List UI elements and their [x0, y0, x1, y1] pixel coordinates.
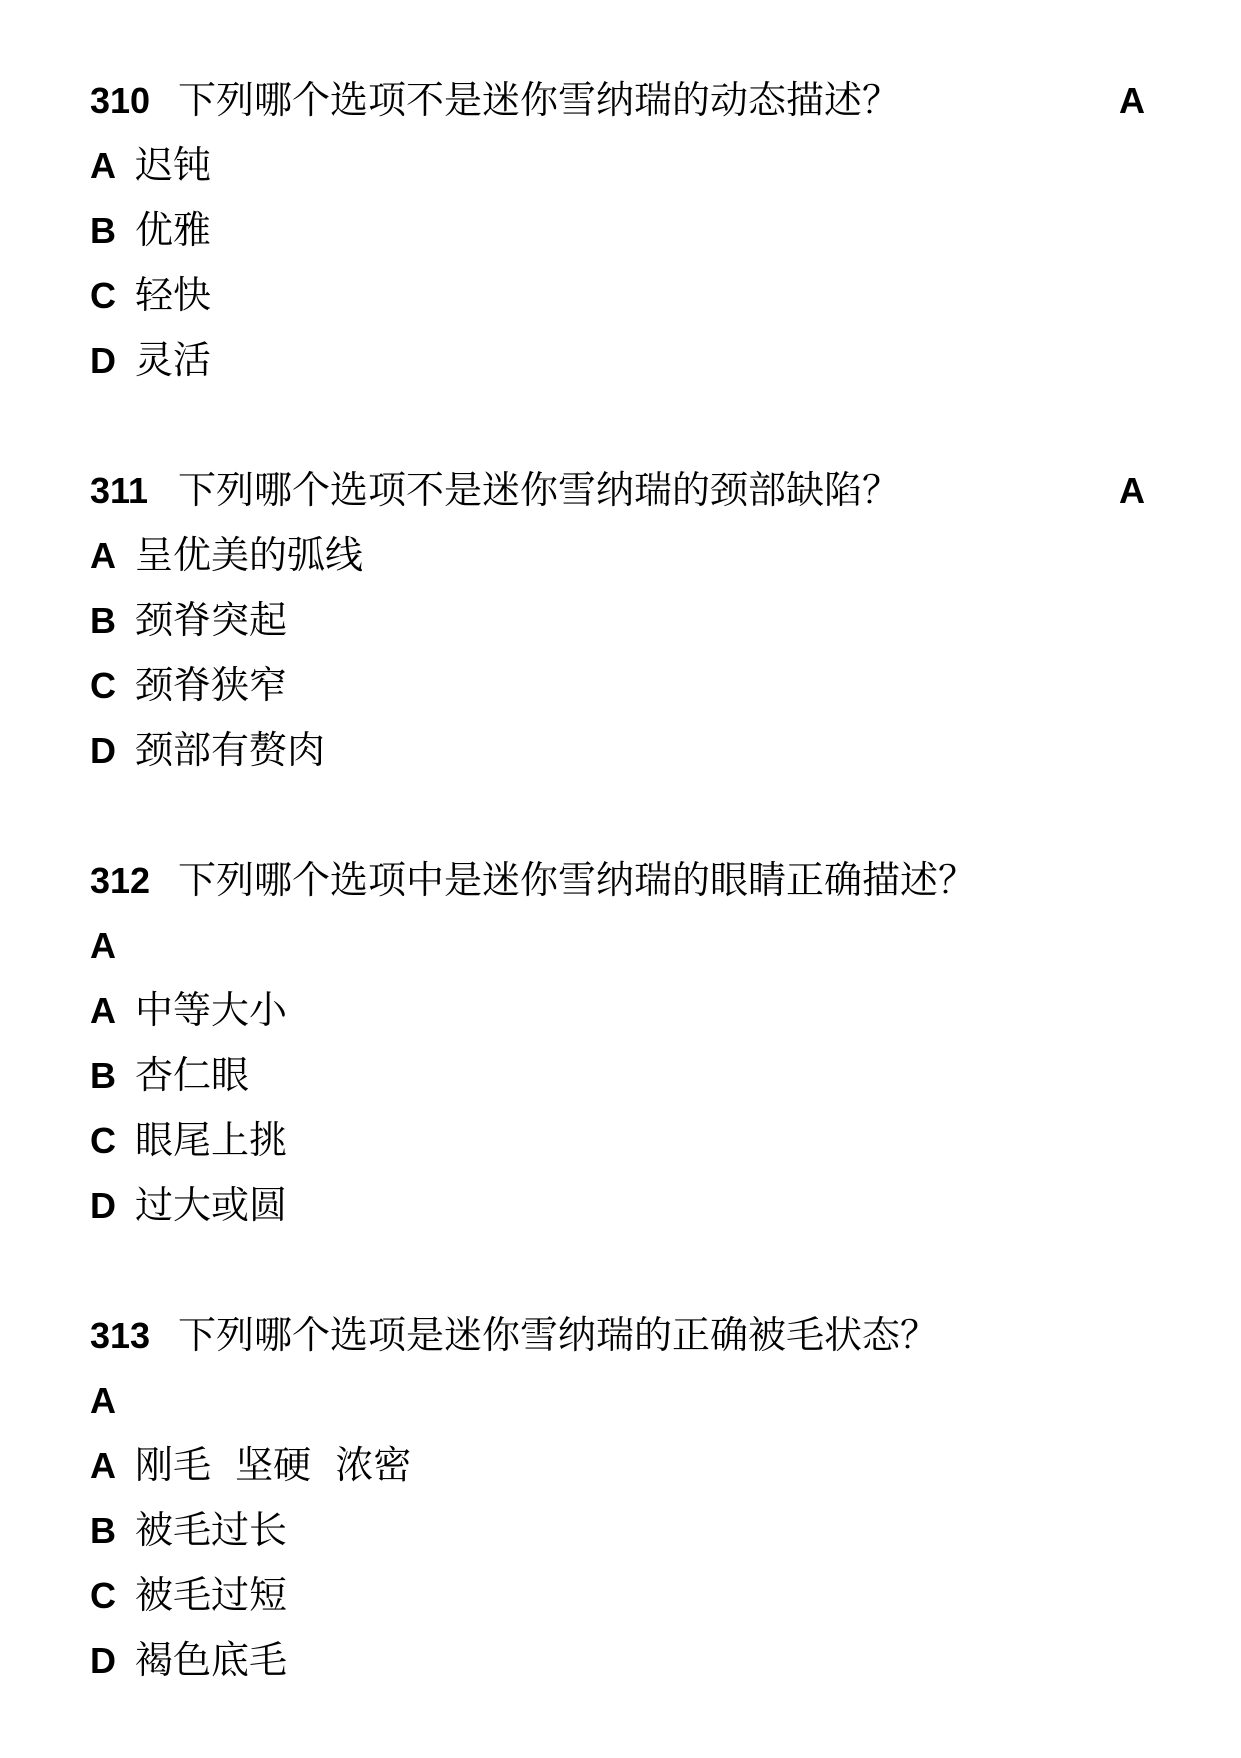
option-text: 刚毛 坚硬 浓密	[135, 1443, 412, 1487]
option-letter: B	[90, 1510, 116, 1551]
option-letter: D	[90, 730, 116, 771]
quiz-page	[90, 68, 1150, 1758]
option-letter: A	[90, 1445, 116, 1486]
option-d	[90, 1628, 1150, 1693]
option-b	[90, 1043, 1150, 1108]
answer-line	[90, 913, 1150, 978]
option-c	[90, 653, 1150, 718]
option-letter: C	[90, 665, 116, 706]
option-letter: B	[90, 1055, 116, 1096]
question-number: 310	[90, 80, 151, 121]
option-letter: D	[90, 1185, 116, 1226]
option-letter: A	[90, 990, 116, 1031]
option-b	[90, 198, 1150, 263]
option-text: 被毛过短	[135, 1573, 288, 1617]
option-letter: C	[90, 275, 116, 316]
option-c	[90, 1108, 1150, 1173]
option-b	[90, 588, 1150, 653]
answer-key: A	[1119, 470, 1145, 511]
question-line	[90, 458, 1150, 523]
option-letter: C	[90, 1575, 116, 1616]
option-text: 迟钝	[135, 143, 212, 187]
question-text: 下列哪个选项不是迷你雪纳瑞的动态描述？	[178, 78, 901, 122]
option-letter: D	[90, 340, 116, 381]
option-letter: B	[90, 210, 116, 251]
option-letter: C	[90, 1120, 116, 1161]
answer-key: A	[90, 1380, 116, 1421]
option-a	[90, 133, 1150, 198]
question-310	[90, 68, 1150, 393]
question-line	[90, 68, 1150, 133]
option-text: 呈优美的弧线	[135, 533, 364, 577]
option-a	[90, 523, 1150, 588]
question-number: 312	[90, 860, 151, 901]
question-text: 下列哪个选项不是迷你雪纳瑞的颈部缺陷？	[178, 468, 901, 512]
option-d	[90, 718, 1150, 783]
question-text: 下列哪个选项是迷你雪纳瑞的正确被毛状态？	[178, 1313, 939, 1357]
question-text: 下列哪个选项中是迷你雪纳瑞的眼睛正确描述？	[178, 858, 977, 902]
option-text: 眼尾上挑	[135, 1118, 288, 1162]
question-number: 313	[90, 1315, 151, 1356]
option-letter: B	[90, 600, 116, 641]
option-d	[90, 328, 1150, 393]
option-b	[90, 1498, 1150, 1563]
question-number: 311	[90, 470, 149, 511]
answer-key: A	[90, 925, 116, 966]
option-text: 被毛过长	[135, 1508, 288, 1552]
option-a	[90, 978, 1150, 1043]
option-text: 褐色底毛	[135, 1638, 288, 1682]
option-text: 中等大小	[135, 988, 288, 1032]
question-312	[90, 848, 1150, 1238]
option-letter: A	[90, 145, 116, 186]
option-d	[90, 1173, 1150, 1238]
question-313	[90, 1303, 1150, 1693]
option-text: 灵活	[135, 338, 212, 382]
answer-line	[90, 1368, 1150, 1433]
question-line	[90, 1303, 1150, 1368]
option-text: 过大或圆	[135, 1183, 288, 1227]
answer-key: A	[1119, 80, 1145, 121]
question-line	[90, 848, 1150, 913]
option-letter: D	[90, 1640, 116, 1681]
question-311	[90, 458, 1150, 783]
option-letter: A	[90, 535, 116, 576]
option-text: 优雅	[135, 208, 212, 252]
option-text: 颈脊狭窄	[135, 663, 288, 707]
option-a	[90, 1433, 1150, 1498]
option-text: 杏仁眼	[135, 1053, 250, 1097]
option-text: 轻快	[135, 273, 212, 317]
option-c	[90, 263, 1150, 328]
option-text: 颈脊突起	[135, 598, 288, 642]
option-text: 颈部有赘肉	[135, 728, 326, 772]
option-c	[90, 1563, 1150, 1628]
